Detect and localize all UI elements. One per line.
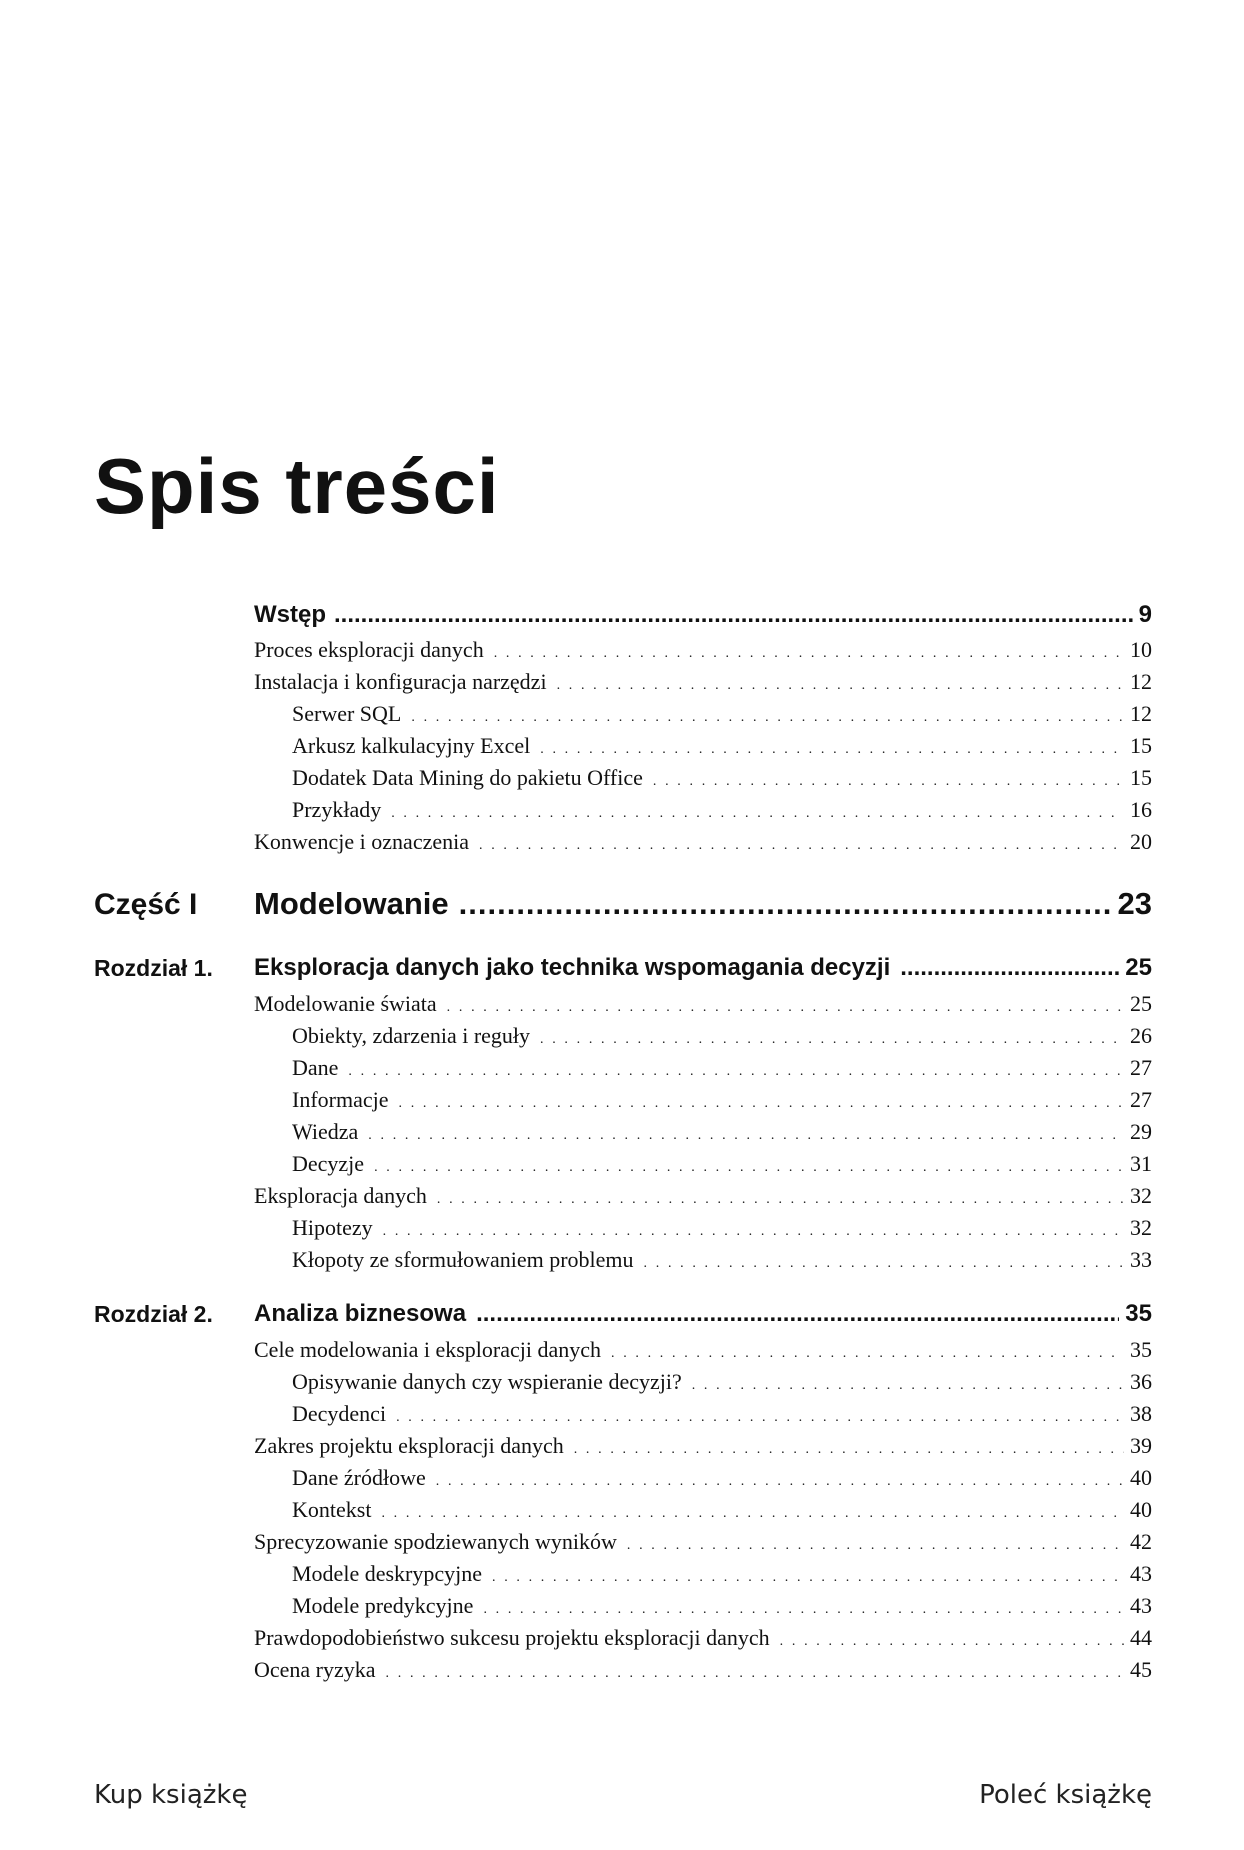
toc-subsection-entry[interactable]	[94, 1116, 1152, 1148]
dot-leader	[540, 742, 1124, 758]
toc-entry-title: Eksploracja danych jako technika wspomagania decyzji	[254, 954, 891, 981]
toc-page-number: 43	[1130, 1593, 1152, 1618]
toc-page-number: 27	[1130, 1055, 1152, 1080]
toc-subsection-entry[interactable]	[94, 1148, 1152, 1180]
toc-section-entry[interactable]	[94, 1180, 1152, 1212]
toc-entry-line	[292, 1465, 1152, 1491]
toc-page-number: 9	[1138, 601, 1152, 628]
toc-entry-title: Modelowanie świata	[254, 991, 437, 1016]
dot-leader	[391, 806, 1124, 822]
toc-page-number: 31	[1130, 1151, 1152, 1176]
toc-entry-line	[292, 1087, 1152, 1113]
toc-entry-line	[292, 1151, 1152, 1177]
toc-page-number: 38	[1130, 1401, 1152, 1426]
footer	[94, 1780, 1152, 1820]
toc-page-number: 44	[1130, 1625, 1152, 1650]
toc-entry-line	[254, 1337, 1152, 1363]
toc-entry-title: Zakres projektu eksploracji danych	[254, 1433, 564, 1458]
toc-entry-line	[254, 1183, 1152, 1209]
toc-entry-title: Proces eksploracji danych	[254, 637, 484, 662]
toc-entry-line	[292, 701, 1152, 727]
toc-entry-title: Kłopoty ze sformułowaniem problemu	[292, 1247, 634, 1272]
toc-page-number: 32	[1130, 1215, 1152, 1240]
dot-leader	[492, 1570, 1124, 1586]
dot-leader	[368, 1128, 1124, 1144]
toc-chapter-entry[interactable]	[94, 1282, 1152, 1334]
toc-page-number: 40	[1130, 1497, 1152, 1522]
toc-subsection-entry[interactable]	[94, 762, 1152, 794]
toc-entry-title: Konwencje i oznaczenia	[254, 829, 469, 854]
dot-leader	[653, 774, 1124, 790]
toc-page-number: 32	[1130, 1183, 1152, 1208]
toc-entry-title: Hipotezy	[292, 1215, 373, 1240]
toc-page-number: 12	[1130, 701, 1152, 726]
toc-page-number: 25	[1130, 991, 1152, 1016]
toc-entry-line	[292, 1119, 1152, 1145]
toc-chapter-entry[interactable]	[94, 936, 1152, 988]
toc-page-number: 40	[1130, 1465, 1152, 1490]
toc-entry-line	[292, 765, 1152, 791]
toc-entry-line	[254, 886, 1152, 922]
dot-leader	[374, 1160, 1124, 1176]
toc-page-number: 35	[1130, 1337, 1152, 1362]
buy-book-link[interactable]: Kup książkę	[94, 1780, 248, 1810]
toc-entry-line	[254, 1529, 1152, 1555]
toc-entry-title: Instalacja i konfiguracja narzędzi	[254, 669, 547, 694]
toc-entry-line	[254, 637, 1152, 663]
toc-section-entry[interactable]	[94, 1334, 1152, 1366]
toc-entry-title: Dane źródłowe	[292, 1465, 426, 1490]
toc-intro-entry[interactable]	[94, 596, 1152, 634]
toc-page-number: 12	[1130, 669, 1152, 694]
toc-entry-line	[292, 1561, 1152, 1587]
recommend-book-link[interactable]: Poleć książkę	[979, 1780, 1152, 1810]
toc-page-number: 23	[1117, 886, 1152, 921]
toc-entry-title: Wstęp	[254, 601, 326, 628]
toc-section-entry[interactable]	[94, 634, 1152, 666]
toc-subsection-entry[interactable]	[94, 1398, 1152, 1430]
dot-leader	[557, 678, 1124, 694]
toc-page-number: 15	[1130, 733, 1152, 758]
toc-entry-line	[254, 954, 1152, 982]
toc-entry-line	[254, 669, 1152, 695]
toc-subsection-entry[interactable]	[94, 1020, 1152, 1052]
dot-leader	[483, 1602, 1124, 1618]
toc-subsection-entry[interactable]	[94, 794, 1152, 826]
chapter-label: Rozdział 1.	[94, 955, 213, 981]
toc-page-number: 35	[1125, 1300, 1152, 1327]
dot-leader	[540, 1032, 1124, 1048]
toc-section-entry[interactable]	[94, 826, 1152, 858]
dot-leader	[476, 1300, 1119, 1328]
toc-page-number: 20	[1130, 829, 1152, 854]
toc-entry-line	[254, 829, 1152, 855]
toc-subsection-entry[interactable]	[94, 1366, 1152, 1398]
toc-section-entry[interactable]	[94, 666, 1152, 698]
toc-page-number: 43	[1130, 1561, 1152, 1586]
page-title: Spis treści	[94, 442, 500, 530]
part-label: Część I	[94, 888, 198, 921]
dot-leader	[383, 1224, 1124, 1240]
toc-entry-title: Obiekty, zdarzenia i reguły	[292, 1023, 531, 1048]
toc-entry-line	[254, 1300, 1152, 1328]
toc-entry-title: Modele predykcyjne	[292, 1593, 474, 1618]
dot-leader	[348, 1064, 1124, 1080]
toc-section-entry[interactable]	[94, 1430, 1152, 1462]
toc-entry-title: Decyzje	[292, 1151, 365, 1176]
dot-leader	[479, 838, 1124, 854]
toc-entry-line	[292, 733, 1152, 759]
toc-section-entry[interactable]	[94, 1526, 1152, 1558]
toc-entry-line	[292, 1593, 1152, 1619]
table-of-contents	[94, 596, 1152, 1686]
toc-page-number: 15	[1130, 765, 1152, 790]
dot-leader	[900, 954, 1119, 982]
toc-entry-title: Decydenci	[292, 1401, 387, 1426]
toc-entry-title: Cele modelowania i eksploracji danych	[254, 1337, 601, 1362]
toc-subsection-entry[interactable]	[94, 1212, 1152, 1244]
dot-leader	[644, 1256, 1124, 1272]
dot-leader	[627, 1538, 1124, 1554]
toc-entry-title: Opisywanie danych czy wspieranie decyzji?	[292, 1369, 682, 1394]
toc-subsection-entry[interactable]	[94, 1590, 1152, 1622]
toc-entry-title: Sprecyzowanie spodziewanych wyników	[254, 1529, 617, 1554]
dot-leader	[399, 1096, 1125, 1112]
toc-page-number: 27	[1130, 1087, 1152, 1112]
toc-entry-title: Prawdopodobieństwo sukcesu projektu eksploracji danych	[254, 1625, 770, 1650]
toc-section-entry[interactable]	[94, 1622, 1152, 1654]
toc-entry-title: Analiza biznesowa	[254, 1300, 467, 1327]
dot-leader	[494, 646, 1124, 662]
toc-page-number: 42	[1130, 1529, 1152, 1554]
toc-page-number: 29	[1130, 1119, 1152, 1144]
toc-subsection-entry[interactable]	[94, 1462, 1152, 1494]
toc-page-number: 39	[1130, 1433, 1152, 1458]
toc-section-entry[interactable]	[94, 1654, 1152, 1686]
dot-leader	[411, 710, 1124, 726]
toc-subsection-entry[interactable]	[94, 1052, 1152, 1084]
toc-entry-line	[292, 1369, 1152, 1395]
toc-entry-line	[292, 797, 1152, 823]
toc-entry-line	[254, 1625, 1152, 1651]
toc-entry-line	[254, 1657, 1152, 1683]
toc-entry-title: Przykłady	[292, 797, 382, 822]
dot-leader	[436, 1474, 1124, 1490]
dot-leader	[447, 1000, 1124, 1016]
toc-entry-title: Informacje	[292, 1087, 389, 1112]
toc-entry-title: Wiedza	[292, 1119, 359, 1144]
toc-subsection-entry[interactable]	[94, 698, 1152, 730]
toc-subsection-entry[interactable]	[94, 1084, 1152, 1116]
toc-entry-line	[292, 1401, 1152, 1427]
dot-leader	[574, 1442, 1124, 1458]
toc-page-number: 16	[1130, 797, 1152, 822]
toc-page-number: 36	[1130, 1369, 1152, 1394]
toc-entry-line	[254, 991, 1152, 1017]
toc-entry-title: Modele deskrypcyjne	[292, 1561, 482, 1586]
toc-part-entry[interactable]	[94, 870, 1152, 930]
toc-entry-title: Arkusz kalkulacyjny Excel	[292, 733, 531, 758]
toc-entry-line	[292, 1247, 1152, 1273]
dot-leader	[334, 601, 1133, 629]
dot-leader	[437, 1192, 1124, 1208]
toc-entry-title: Dane	[292, 1055, 339, 1080]
toc-entry-line	[292, 1215, 1152, 1241]
toc-entry-title: Ocena ryzyka	[254, 1657, 376, 1682]
chapter-label: Rozdział 2.	[94, 1301, 213, 1327]
toc-entry-line	[254, 1433, 1152, 1459]
toc-entry-line	[254, 601, 1152, 629]
toc-subsection-entry[interactable]	[94, 1558, 1152, 1590]
toc-page-number: 33	[1130, 1247, 1152, 1272]
toc-entry-title: Dodatek Data Mining do pakietu Office	[292, 765, 643, 790]
dot-leader	[780, 1634, 1124, 1650]
toc-page-number: 26	[1130, 1023, 1152, 1048]
dot-leader	[459, 886, 1112, 922]
toc-page-number: 25	[1125, 954, 1152, 981]
toc-entry-line	[292, 1055, 1152, 1081]
dot-leader	[381, 1506, 1124, 1522]
toc-entry-title: Modelowanie	[254, 886, 449, 921]
toc-subsection-entry[interactable]	[94, 730, 1152, 762]
toc-section-entry[interactable]	[94, 988, 1152, 1020]
toc-subsection-entry[interactable]	[94, 1494, 1152, 1526]
dot-leader	[386, 1666, 1124, 1682]
toc-entry-title: Eksploracja danych	[254, 1183, 427, 1208]
dot-leader	[611, 1346, 1124, 1362]
dot-leader	[396, 1410, 1124, 1426]
toc-page-number: 45	[1130, 1657, 1152, 1682]
toc-entry-line	[292, 1497, 1152, 1523]
toc-subsection-entry[interactable]	[94, 1244, 1152, 1276]
toc-entry-title: Kontekst	[292, 1497, 372, 1522]
toc-page-number: 10	[1130, 637, 1152, 662]
toc-entry-line	[292, 1023, 1152, 1049]
dot-leader	[692, 1378, 1124, 1394]
toc-entry-title: Serwer SQL	[292, 701, 402, 726]
